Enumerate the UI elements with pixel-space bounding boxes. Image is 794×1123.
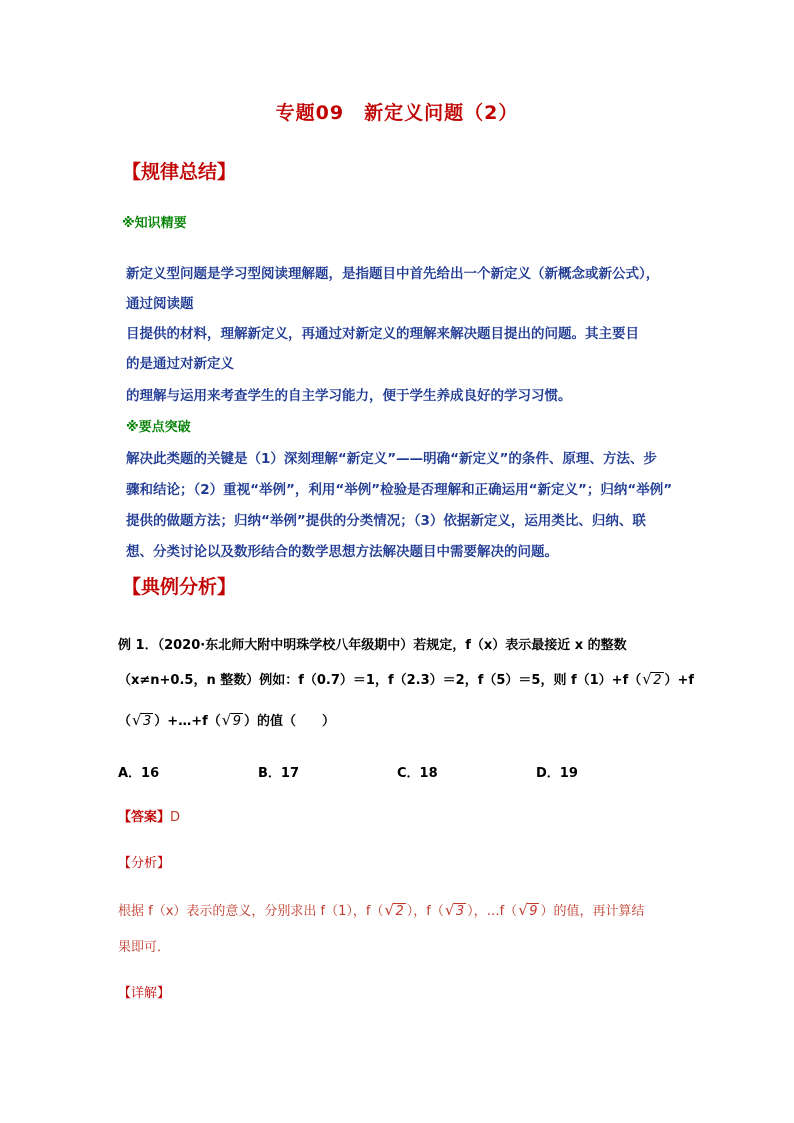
option-a: A．16 bbox=[118, 766, 160, 781]
key-line-4: 想、分类讨论以及数形结合的数学思想方法解决题目中需要解决的问题。 bbox=[126, 544, 558, 560]
knowledge-label: ※知识精要 bbox=[122, 216, 187, 231]
analysis-sqrt-2: √ 2 bbox=[384, 901, 404, 919]
sqrt-3: √ 3 bbox=[132, 711, 152, 729]
analysis-sqrt-3: √ 3 bbox=[444, 901, 465, 919]
analysis-line-2: 果即可． bbox=[118, 940, 171, 955]
option-d: D．19 bbox=[536, 766, 578, 781]
sqrt-2: √ 2 bbox=[642, 670, 662, 688]
knowledge-line-5: 的理解与运用来考查学生的自主学习能力，便于学生养成良好的学习习惯。 bbox=[126, 388, 572, 404]
answer-value: D bbox=[170, 810, 181, 825]
detail-label: 【详解】 bbox=[118, 986, 171, 1001]
section-heading-examples: 【典例分析】 bbox=[122, 576, 237, 598]
answer-label: 【答案】 bbox=[118, 810, 171, 825]
knowledge-line-1: 新定义型问题是学习型阅读理解题，是指题目中首先给出一个新定义（新概念或新公式）， bbox=[126, 266, 660, 282]
key-line-2: 骤和结论；（2）重视“举例”，利用“举例”检验是否理解和正确运用“新定义”；归纳“举例” bbox=[126, 482, 673, 498]
option-b: B．17 bbox=[258, 766, 299, 781]
example-line-2 bbox=[118, 669, 694, 688]
example-line-3: （ √ 3 ）+…+f（ √ 9 ）的值（ ） bbox=[118, 711, 336, 729]
analysis-label: 【分析】 bbox=[118, 856, 171, 871]
answer-row bbox=[118, 806, 180, 825]
section-heading-rules: 【规律总结】 bbox=[122, 161, 237, 183]
example-line-1 bbox=[118, 634, 627, 653]
document-title: 专题09 新定义问题（2） bbox=[275, 102, 519, 124]
analysis-sqrt-9: √ 9 bbox=[518, 901, 538, 919]
example-line-1-text: 例 1．（2020·东北师大附中明珠学校八年级期中）若规定，f（x）表示最接近 x 的整数 bbox=[118, 638, 627, 653]
knowledge-line-2: 通过阅读题 bbox=[126, 296, 194, 312]
knowledge-line-4: 的是通过对新定义 bbox=[126, 356, 234, 372]
key-points-label: ※要点突破 bbox=[126, 420, 191, 435]
example-line-2-text: （x≠n+0.5，n 整数）例如：f（0.7）＝1，f（2.3）＝2，f（5）＝5，则 f（1）+f（ bbox=[118, 673, 642, 688]
option-c: C．18 bbox=[397, 766, 438, 781]
analysis-line-1: 根据 f（x）表示的意义，分别求出 f（1），f（ √ 2 ），f（ √ 3 ），…f（ √ 9 ）的值，再计算结 bbox=[118, 901, 645, 919]
example-line-2-tail: ）+f bbox=[664, 673, 695, 688]
knowledge-line-3: 目提供的材料，理解新定义，再通过对新定义的理解来解决题目提出的问题。其主要目 bbox=[126, 326, 639, 342]
key-line-3: 提供的做题方法；归纳“举例”提供的分类情况；（3）依据新定义，运用类比、归纳、联 bbox=[126, 513, 646, 529]
sqrt-9: √ 9 bbox=[221, 711, 242, 729]
key-line-1: 解决此类题的关键是（1）深刻理解“新定义”——明确“新定义”的条件、原理、方法、步 bbox=[126, 451, 657, 467]
